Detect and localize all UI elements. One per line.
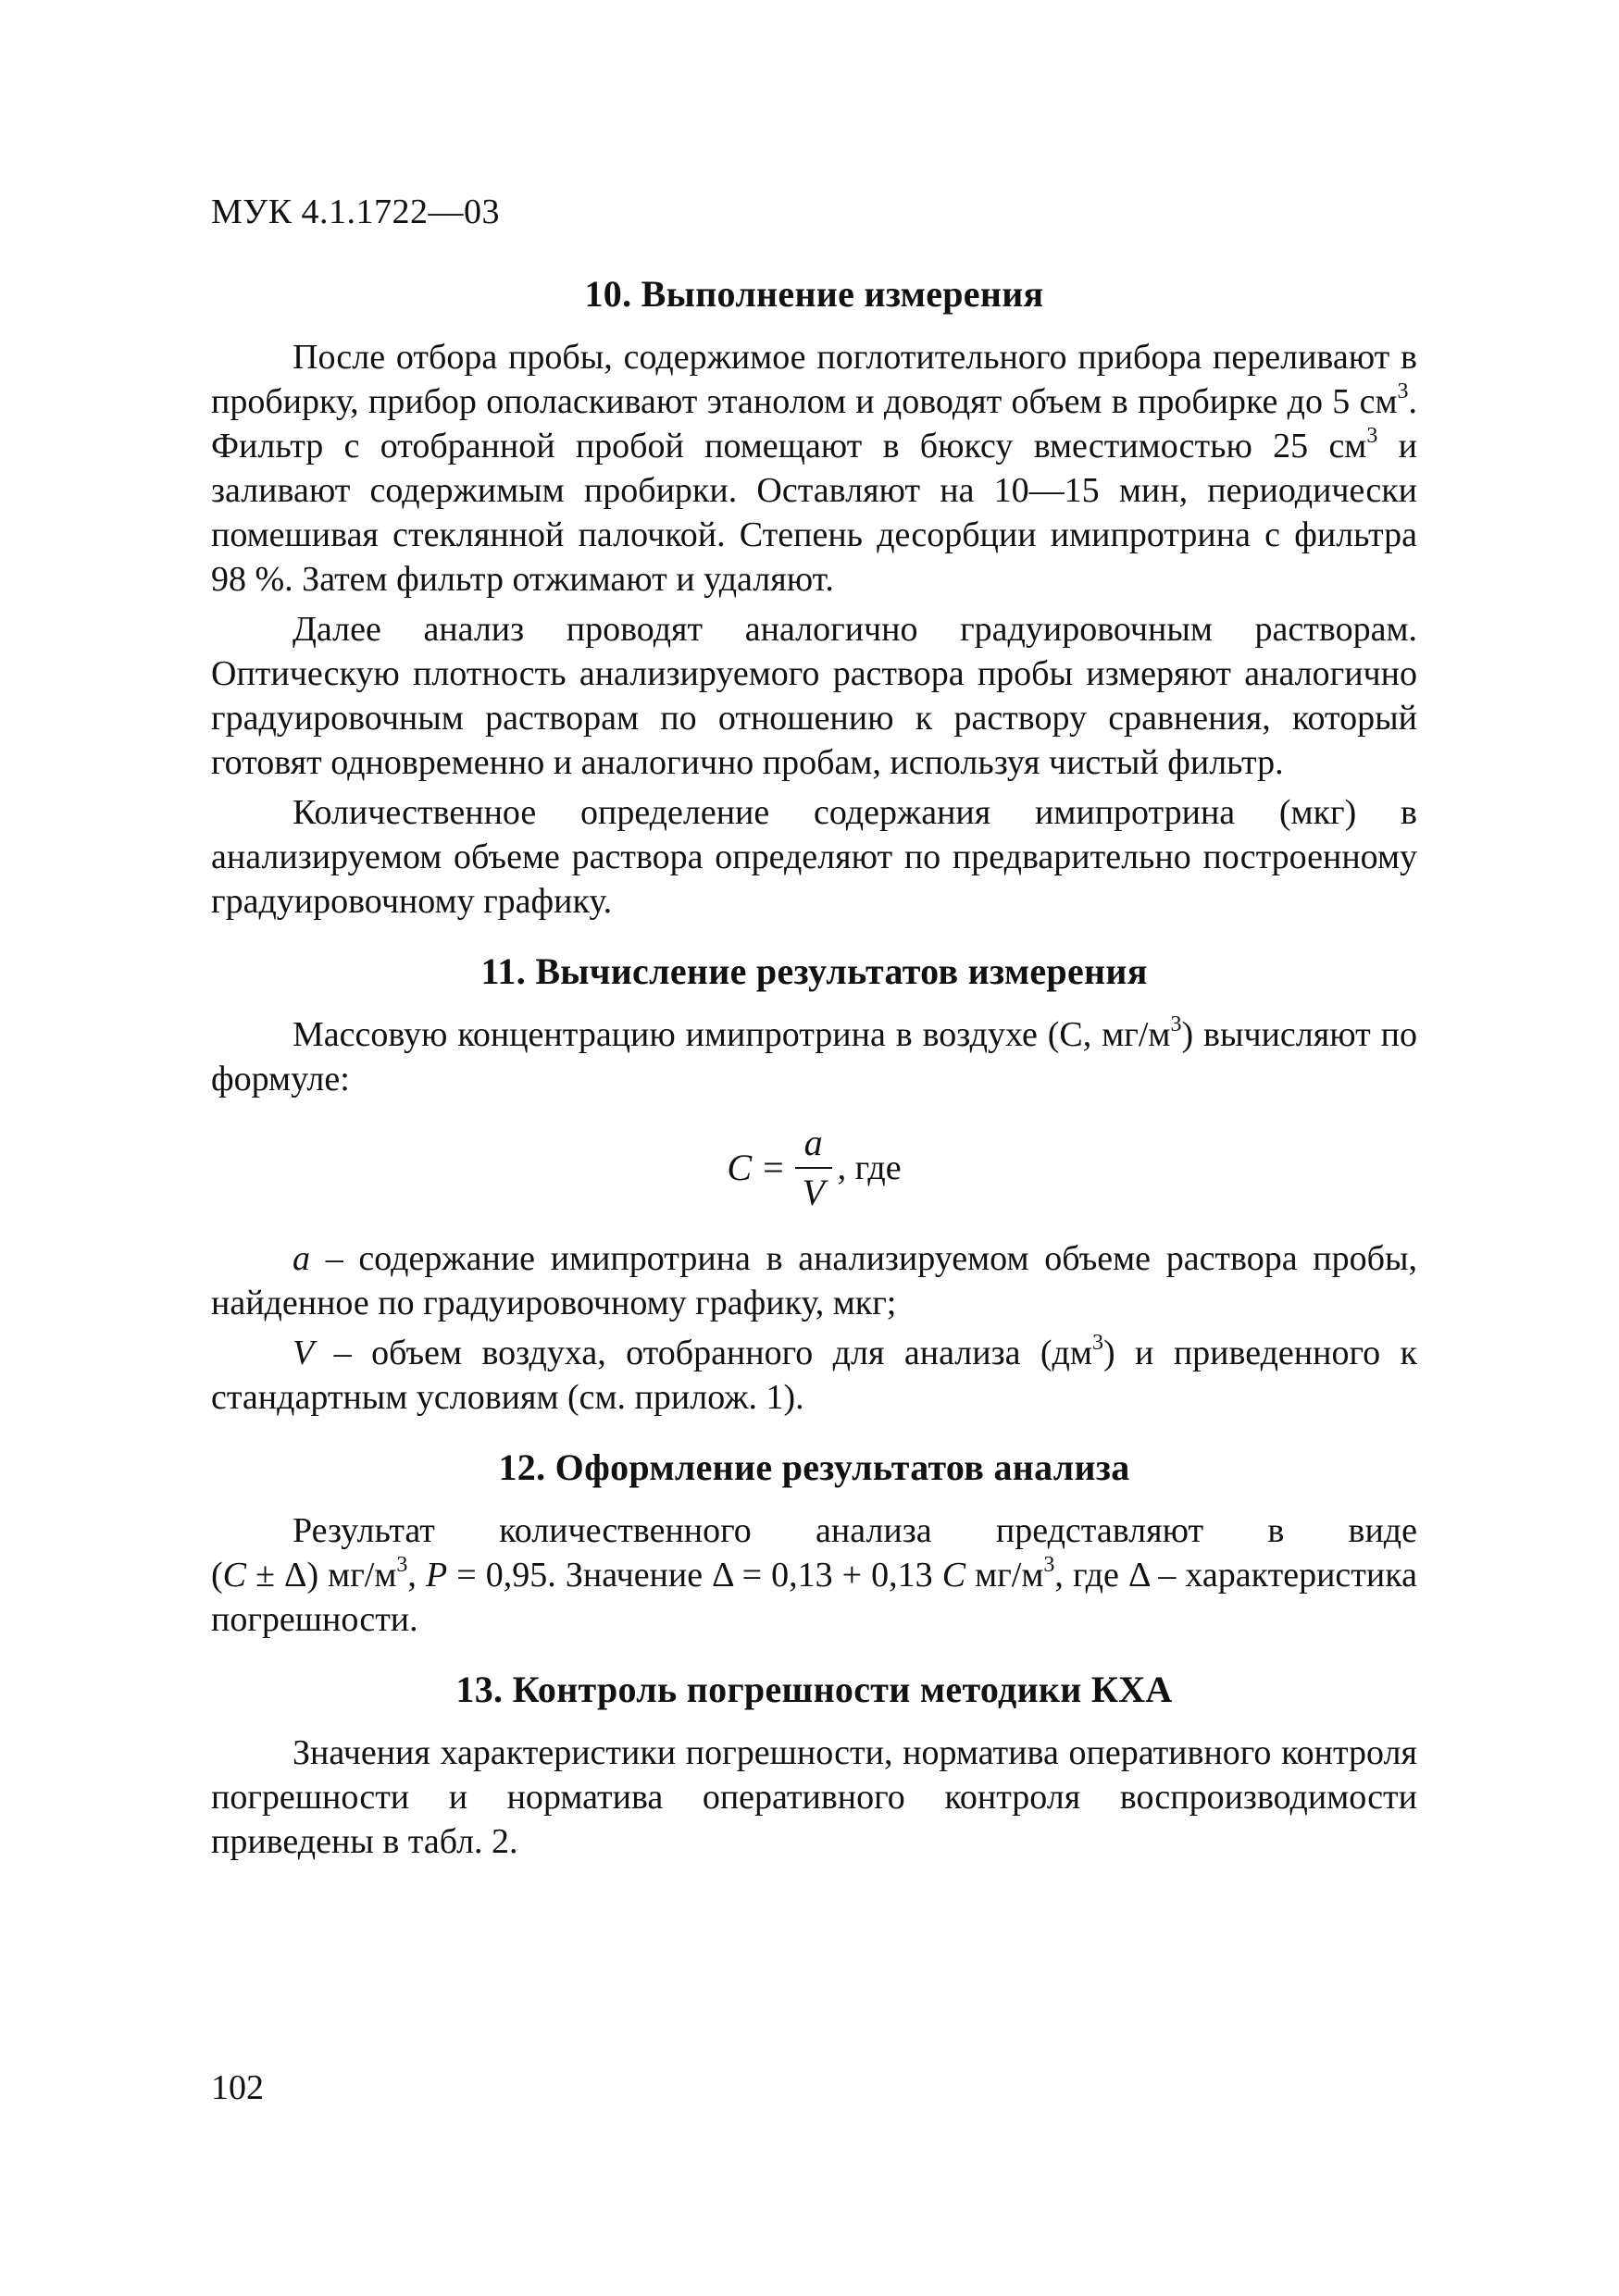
definition-v	[211, 1331, 1417, 1420]
paragraph-line: Результат количественного анализа представляют в виде	[293, 1511, 1417, 1550]
text-run: (	[211, 1556, 223, 1595]
superscript: 3	[1043, 1553, 1055, 1578]
section-10	[211, 270, 1417, 924]
formula-equals: =	[763, 1147, 784, 1188]
paragraph	[211, 1553, 1417, 1642]
section-heading: 13. Контроль погрешности методики КХА	[455, 1669, 1173, 1710]
text-run: = 0,95. Значение Δ = 0,13 + 0,13	[447, 1556, 942, 1595]
section-heading: 10. Выполнение измерения	[584, 273, 1044, 315]
paragraph: Значения характеристики погрешности, норматива оперативного контроля погрешности и норматива оперативного контроля воспроизводимости приведены в табл. 2.	[211, 1733, 1417, 1861]
section-heading: 12. Оформление результатов анализа	[498, 1446, 1130, 1488]
text-run: . Фильтр с отобранной пробой помещают в бюксу вместимостью 25 см	[211, 382, 1417, 465]
symbol: V	[293, 1334, 315, 1372]
text-run: , где Δ – характеристика погрешности.	[211, 1556, 1417, 1639]
superscript: 3	[1091, 1331, 1103, 1356]
section-heading: 11. Вычисление результатов измерения	[480, 950, 1148, 992]
symbol: a	[293, 1239, 310, 1278]
formula-denominator: V	[802, 1172, 825, 1213]
symbol: C	[222, 1556, 247, 1595]
superscript: 3	[1366, 424, 1378, 449]
text-run: ) и приведенного к стандартным условиям (см. прилож. 1).	[211, 1334, 1417, 1417]
paragraph	[211, 335, 1417, 602]
text-run: мг/м	[965, 1556, 1044, 1595]
text-run: и заливают содержимым пробирки. Оставляют на 10—15 мин, периодически помешивая стеклянной палочкой. Степень десорбции имипротрина с фильтра 98 %. Затем фильтр отжимают и удаляют.	[211, 427, 1417, 599]
superscript: 3	[1170, 1012, 1182, 1037]
text-run: Массовую концентрацию имипротрина в воздухе (С, мг/м	[293, 1015, 1171, 1054]
section-11	[211, 948, 1417, 1420]
paragraph: Далее анализ проводят аналогично градуировочным растворам. Оптическую плотность анализируемого раствора пробы измеряют аналогично градуировочным растворам по отношению к раствору сравнения, который готовят одновременно и аналогично пробам, используя чистый фильтр.	[211, 610, 1417, 782]
fraction-bar	[795, 1167, 832, 1169]
page-content	[211, 270, 1417, 1888]
formula-tail: , где	[837, 1148, 902, 1187]
section-13	[211, 1666, 1417, 1864]
text-run: ,	[407, 1556, 426, 1595]
superscript: 3	[396, 1553, 408, 1578]
text-run: ± Δ) мг/м	[246, 1556, 397, 1595]
superscript: 3	[1397, 379, 1409, 404]
concentration-formula	[211, 1120, 1417, 1216]
definition-a	[211, 1236, 1417, 1325]
symbol: P	[426, 1556, 448, 1595]
document-code: МУК 4.1.1722—03	[211, 192, 501, 231]
formula-numerator: a	[803, 1122, 823, 1163]
paragraph	[211, 1012, 1417, 1101]
text-run: – содержание имипротрина в анализируемом объеме раствора пробы, найденное по градуировочному графику, мкг;	[211, 1239, 1417, 1322]
section-12	[211, 1444, 1417, 1642]
text-run: После отбора пробы, содержимое поглотительного прибора переливают в пробирку, прибор ополаскивают этанолом и доводят объем в пробирке до 5 см	[211, 338, 1417, 421]
text-run: ) вычисляют по формуле:	[211, 1015, 1417, 1098]
formula-lhs: C	[727, 1147, 753, 1188]
formula-fraction	[795, 1123, 832, 1213]
symbol: C	[941, 1556, 966, 1595]
page-number: 102	[211, 2068, 264, 2107]
text-run: – объем воздуха, отобранного для анализа (дм	[314, 1334, 1092, 1372]
paragraph: Количественное определение содержания имипротрина (мкг) в анализируемом объеме раствора определяют по предварительно построенному градуировочному графику.	[211, 793, 1417, 921]
